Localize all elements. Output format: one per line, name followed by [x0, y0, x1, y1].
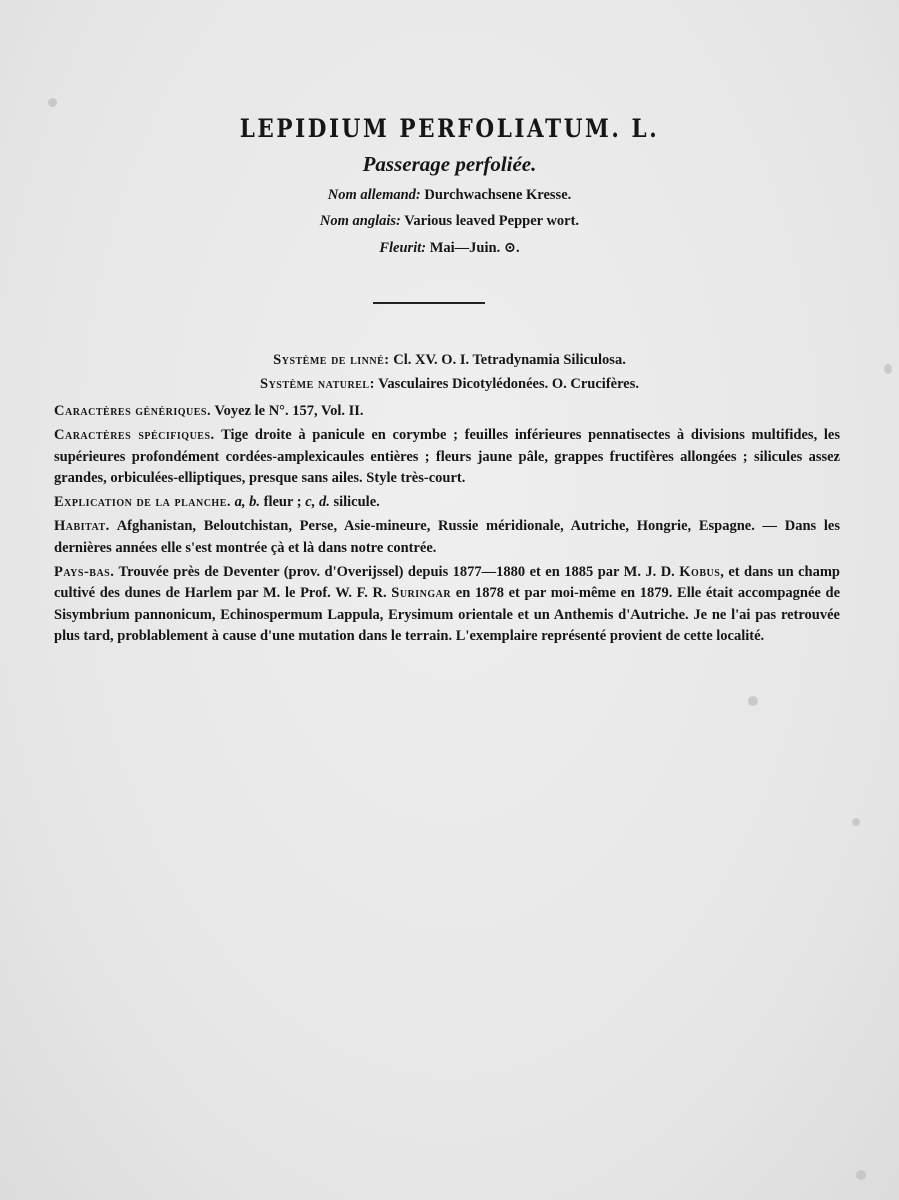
plate-explanation-fleur: fleur ;: [263, 494, 302, 511]
generic-characters-paragraph: [54, 401, 840, 422]
german-name-line: [0, 187, 899, 204]
german-name-value: Durchwachsene Kresse.: [424, 187, 572, 203]
linne-system-value: Cl. XV. O. I. Tetradynamia Siliculosa.: [393, 352, 626, 368]
netherlands-label: Pays-bas.: [54, 564, 115, 581]
netherlands-paragraph: [54, 562, 840, 647]
linne-system-line: [0, 352, 899, 369]
natural-system-value: Vasculaires Dicotylédonées. O. Crucifères.: [378, 376, 639, 392]
paper-speck: [48, 98, 57, 107]
page-title: LEPIDIUM PERFOLIATUM. L.: [239, 114, 660, 143]
plate-explanation-silicule: silicule.: [333, 494, 380, 511]
flowering-value: Mai—Juin. ⊙.: [429, 240, 520, 256]
linne-system-label: Système de linné:: [273, 352, 390, 368]
description-body: [54, 401, 840, 650]
plate-explanation-cd: c, d.: [305, 494, 330, 511]
specific-characters-label: Caractères spécifiques.: [54, 427, 215, 444]
habitat-text: Afghanistan, Beloutchistan, Perse, Asie-mineure, Russie méridionale, Autriche, Hongrie, Espagne. — Dans les dernières années elle s'est montrée çà et là dans notre contrée.: [54, 518, 841, 556]
plate-explanation-paragraph: [54, 492, 840, 513]
plate-explanation-label: Explication de la planche.: [54, 494, 232, 511]
german-name-label: Nom allemand:: [327, 187, 421, 203]
english-name-line: [0, 213, 899, 230]
natural-system-label: Système naturel:: [260, 376, 375, 392]
generic-characters-text: Voyez le N°. 157, Vol. II.: [214, 403, 364, 419]
divider: [373, 302, 485, 304]
netherlands-text-1: Trouvée près de Deventer (prov. d'Overijssel) depuis 1877—1880 et en 1885 par M. J. D.: [118, 564, 675, 581]
netherlands-text-3: en 1878 et par moi-même en 1879. Elle était accompagnée de Sisymbrium pannonicum, Echinospermum Lappula, Erysimum orientale et un Anthemis d'Autriche. Je ne l'ai pas retrouvée plus tard, problablement à cause d'une mutation dans le terrain. L'exemplaire représenté provient de cette localité.: [54, 585, 841, 644]
collector-name-kobus: Kobus: [679, 564, 721, 581]
paper-speck: [748, 696, 758, 706]
english-name-value: Various leaved Pepper wort.: [404, 213, 580, 229]
habitat-label: Habitat.: [54, 518, 110, 535]
paper-speck: [852, 818, 860, 826]
flowering-line: [0, 239, 899, 257]
netherlands-text-2: , et dans un champ cultivé des dunes de Harlem par M. le Prof. W. F. R.: [54, 564, 840, 602]
paper-speck: [856, 1170, 866, 1180]
natural-system-line: [0, 376, 899, 393]
english-name-label: Nom anglais:: [319, 213, 401, 229]
specific-characters-paragraph: [54, 425, 840, 489]
page-subtitle: Passerage perfoliée.: [362, 152, 537, 176]
collector-name-suringar: Suringar: [391, 585, 452, 602]
habitat-paragraph: [54, 516, 840, 559]
plate-explanation-ab: a, b.: [234, 494, 261, 511]
specific-characters-text: Tige droite à panicule en corymbe ; feuilles inférieures pennatisectes à divisions multifides, les supérieures profondément cordées-amplexicaules entières ; fleurs jaune pâle, grappes fructifères allongées ; silicules assez grandes, orbiculées-elliptiques, presque sans ailes. Style très-court.: [54, 427, 840, 486]
flowering-label: Fleurit:: [379, 240, 427, 256]
generic-characters-label: Caractères génériques.: [54, 403, 212, 419]
